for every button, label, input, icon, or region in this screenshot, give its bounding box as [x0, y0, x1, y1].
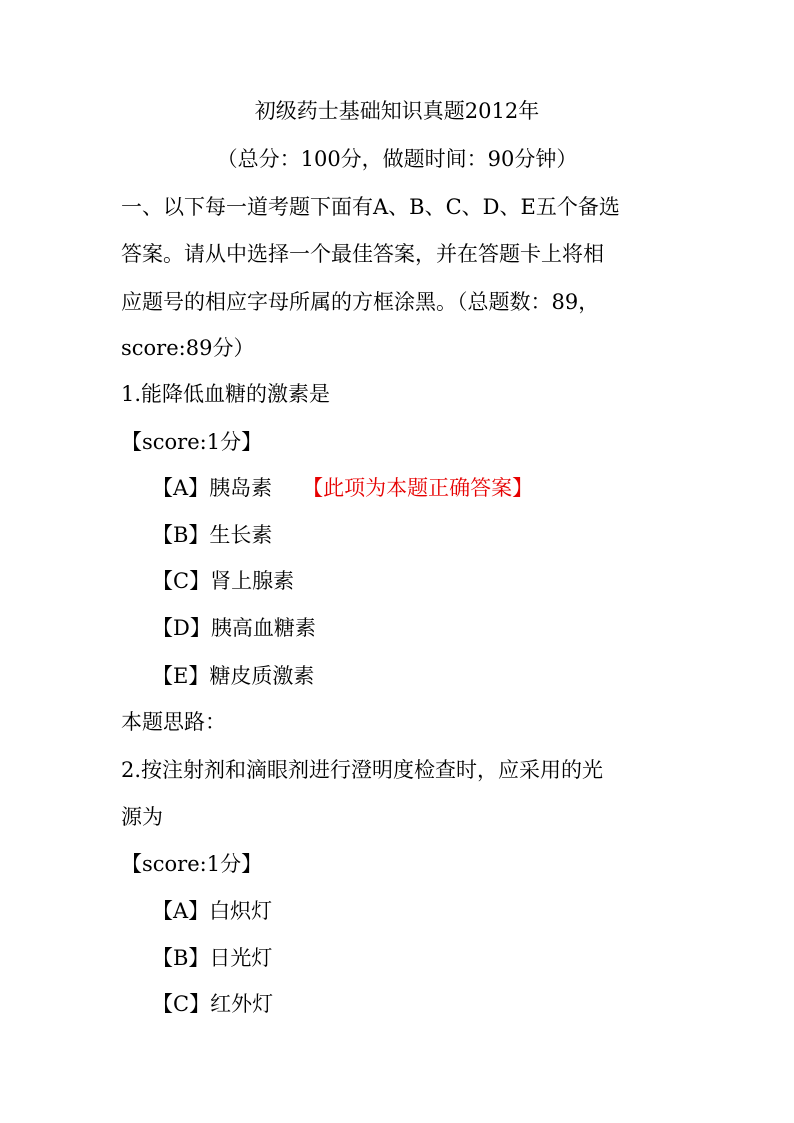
question-1-option-c: 【C】肾上腺素	[152, 569, 295, 593]
question-1-option-e: 【E】糖皮质激素	[152, 664, 315, 688]
question-2-stem-line-2: 源为	[121, 805, 163, 829]
section-intro-line-1: 一、以下每一道考题下面有A、B、C、D、E五个备选	[121, 195, 620, 219]
question-2-option-b: 【B】日光灯	[152, 946, 273, 970]
question-1-option-b: 【B】生长素	[152, 523, 273, 547]
question-1-option-d: 【D】胰高血糖素	[152, 616, 316, 640]
section-intro-line-2: 答案。请从中选择一个最佳答案，并在答题卡上将相	[121, 242, 604, 266]
section-intro-line-3: 应题号的相应字母所属的方框涂黑。（总题数：89，	[121, 290, 600, 314]
question-1-stem: 1.能降低血糖的激素是	[121, 382, 331, 406]
document-subtitle: （总分：100分，做题时间：90分钟）	[216, 147, 578, 171]
correct-answer-marker: 【此项为本题正确答案】	[302, 476, 534, 500]
question-1-option-a-text: 【A】胰岛素	[152, 476, 273, 500]
document-title: 初级药士基础知识真题2012年	[254, 99, 540, 123]
question-1-analysis: 本题思路：	[121, 710, 226, 734]
question-2-stem-line-1: 2.按注射剂和滴眼剂进行澄明度检查时，应采用的光	[121, 758, 604, 782]
section-intro-line-4: score:89分）	[121, 336, 255, 360]
question-1-score: 【score:1分】	[121, 430, 263, 454]
question-2-score: 【score:1分】	[121, 852, 263, 876]
question-2-option-a: 【A】白炽灯	[152, 899, 273, 923]
question-1-option-a	[152, 474, 533, 502]
question-2-option-c: 【C】红外灯	[152, 992, 274, 1016]
